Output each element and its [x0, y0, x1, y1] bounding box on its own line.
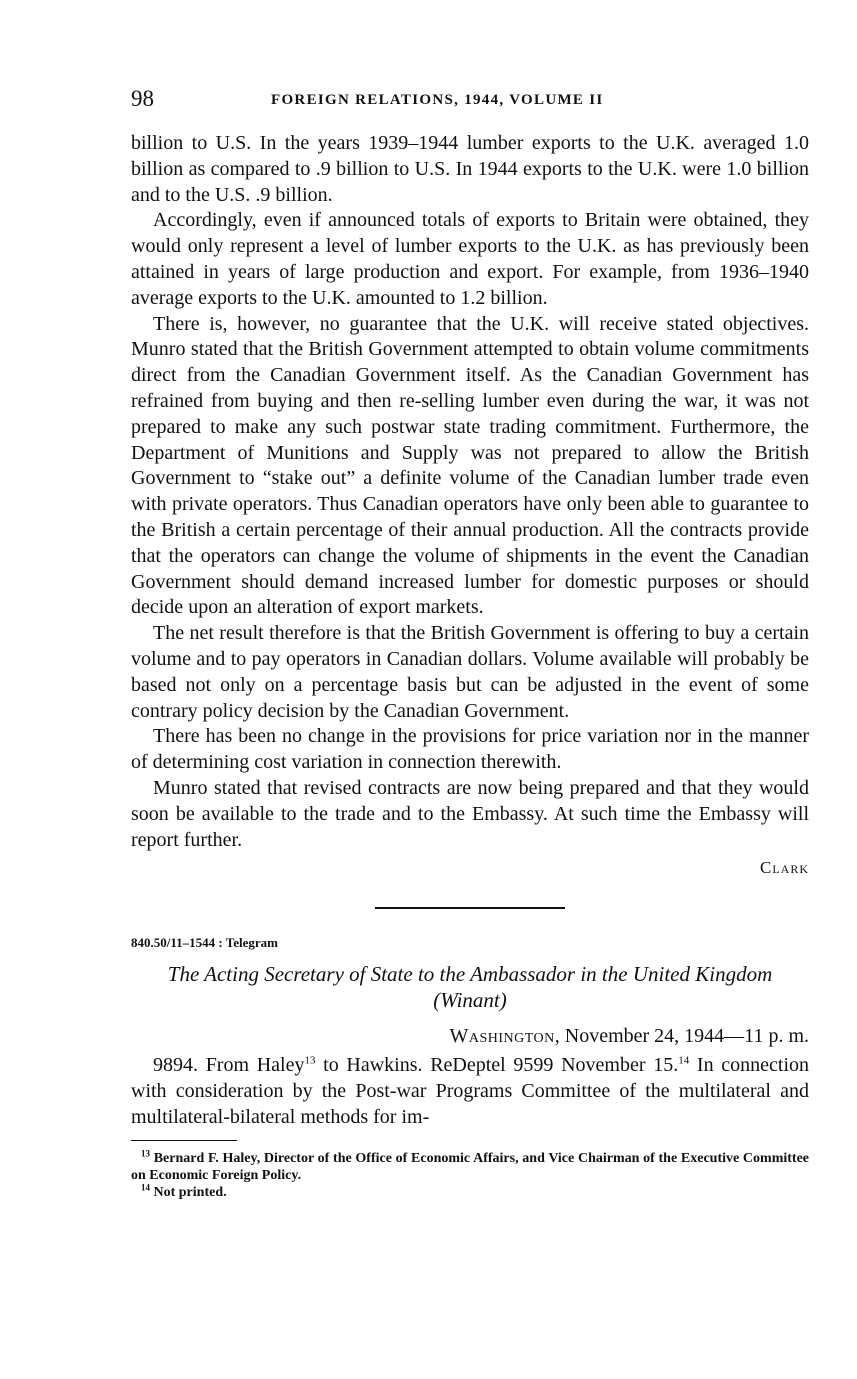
dateline-date: , November 24, 1944—11 p. m. [554, 1025, 809, 1048]
footnote-mark: 14 [141, 1182, 150, 1193]
file-reference: 840.50/11–1544 : Telegram [131, 935, 278, 951]
footnote-13 [131, 1150, 809, 1184]
footnote-14 [131, 1184, 809, 1201]
paragraph-continued: billion to U.S. In the years 1939–1944 lumber exports to the U.K. averaged 1.0 billion as compared to .9 billion to U.S. In 1944 exports to the U.K. were 1.0 billion and to the U.S. .9 billion. [131, 132, 809, 206]
paragraph-net-result: The net result therefore is that the British Government is offering to buy a certain volume and to pay operators in Canadian dollars. Volume available will probably be based not only on a percentage basis but can be adjusted in the event of some contrary policy decision by the Canadian Government. [131, 622, 809, 722]
page-number: 98 [131, 86, 154, 111]
page-header [131, 86, 811, 118]
footnote-rule [131, 1140, 237, 1141]
telegram-part-3: In connection with consideration by the Post-war Programs Committee of the multilateral and multilateral-bilateral methods for im- [131, 1054, 810, 1128]
running-head: FOREIGN RELATIONS, 1944, VOLUME II [271, 92, 604, 108]
footnote-text: Bernard F. Haley, Director of the Office of Economic Affairs, and Vice Chairman of the Executive Committee on Economic Foreign Policy. [131, 1150, 809, 1183]
paragraph-accordingly: Accordingly, even if announced totals of exports to Britain were obtained, they would only represent a level of lumber exports to the U.K. as has previously been attained in years of large production and export. For example, from 1936–1940 average exports to the U.K. amounted to 1.2 billion. [131, 209, 809, 309]
section-divider [375, 907, 565, 909]
footnote-text: Not printed. [150, 1184, 227, 1200]
paragraph-revised-contracts: Munro stated that revised contracts are now being prepared and that they would soon be available to the trade and to the Embassy. At such time the Embassy will report further. [131, 776, 809, 851]
footnote-ref-13: 13 [304, 1054, 316, 1067]
telegram-part-2: to Hawkins. ReDeptel 9599 November 15. [315, 1054, 679, 1077]
footnote-mark: 13 [141, 1148, 150, 1159]
dateline [131, 1023, 809, 1049]
telegram-text [131, 1053, 809, 1130]
telegram-part-1: 9894. From Haley [153, 1054, 305, 1077]
footnotes [131, 1150, 809, 1201]
footnote-ref-14: 14 [678, 1054, 690, 1067]
dateline-place: Washington [449, 1025, 555, 1048]
signature: Clark [759, 858, 809, 878]
paragraph-no-guarantee: There is, however, no guarantee that the U.K. will receive stated objectives. Munro stated that the British Government attempted to obtain volume commitments direct from the Canadian Government itself. As the Canadian Government has refrained from buying and then re-selling lumber even during the war, it was not prepared to make any such postwar state trading commitment. Furthermore, the Department of Munitions and Supply was not prepared to allow the British Government to “stake out” a definite volume of the Canadian lumber trade even with private operators. Thus Canadian operators have only been able to guarantee to the British a certain percentage of their annual production. All the contracts provide that the operators can change the volume of shipments in the event the Canadian Government should demand increased lumber for domestic purposes or should decide upon an alteration of export markets. [131, 312, 809, 619]
document-title: The Acting Secretary of State to the Ambassador in the United Kingdom (Winant) [167, 962, 773, 1013]
page-body [131, 131, 809, 1201]
paragraph-price-variation: There has been no change in the provisions for price variation nor in the manner of determining cost variation in connection therewith. [131, 725, 809, 774]
